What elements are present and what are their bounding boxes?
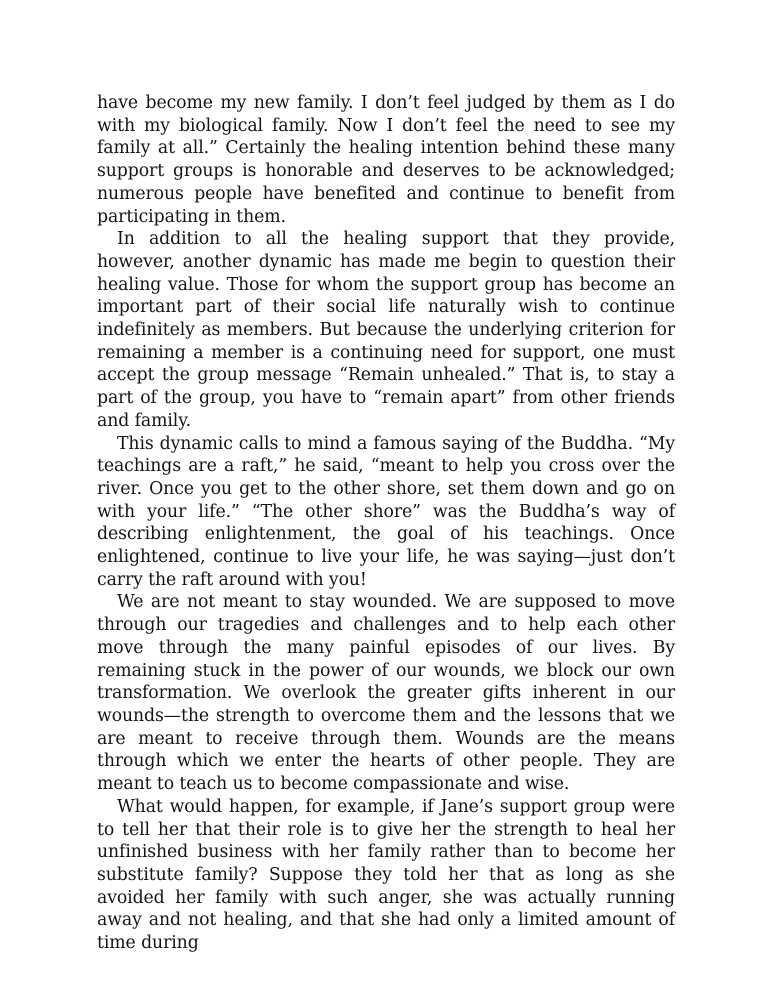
paragraph-not-meant-wounded: We are not meant to stay wounded. We are supposed to move through our tragedies and challenges and to help each other move through the many painful episodes of our lives. By remaining stuck in the power of our wounds, we block our own transformation. We overlook the greater gifts inherent in our wounds—the strength to overcome them and the lessons that we are meant to receive through them. Wounds are the means through which we enter the hearts of other people. They are meant to teach us to become compassionate and wise. [97, 592, 675, 795]
book-page [97, 92, 675, 955]
paragraph-continued: have become my new family. I don’t feel judged by them as I do with my biological family. Now I don’t feel the need to see my family at all.” Certainly the healing intention behind these many support groups is honorable and deserves to be acknowledged; numerous people have benefited and continue to benefit from participating in them. [97, 93, 675, 227]
paragraph-jane-example: What would happen, for example, if Jane’s support group were to tell her that their role is to give her the strength to heal her unfinished business with her family rather than to become her substitute family? Suppose they told her that as long as she avoided her family with such anger, she was actually running away and not healing, and that she had only a limited amount of time during [97, 796, 675, 954]
paragraph-buddha-raft: This dynamic calls to mind a famous saying of the Buddha. “My teachings are a raft,” he said, “meant to help you cross over the river. Once you get to the other shore, set them down and go on with your life.” “The other shore” was the Buddha’s way of describing enlightenment, the goal of his teachings. Once enlightened, continue to live your life, he was saying—just don’t carry the raft around with you! [97, 433, 675, 590]
paragraph-support-dynamic: In addition to all the healing support that they provide, however, another dynamic has made me begin to question their healing value. Those for whom the support group has become an important part of their social life naturally wish to continue indefinitely as members. But because the underlying criterion for remaining a member is a continuing need for support, one must accept the group message “Remain unhealed.” That is, to stay a part of the group, you have to “remain apart” from other friends and family. [97, 229, 675, 431]
